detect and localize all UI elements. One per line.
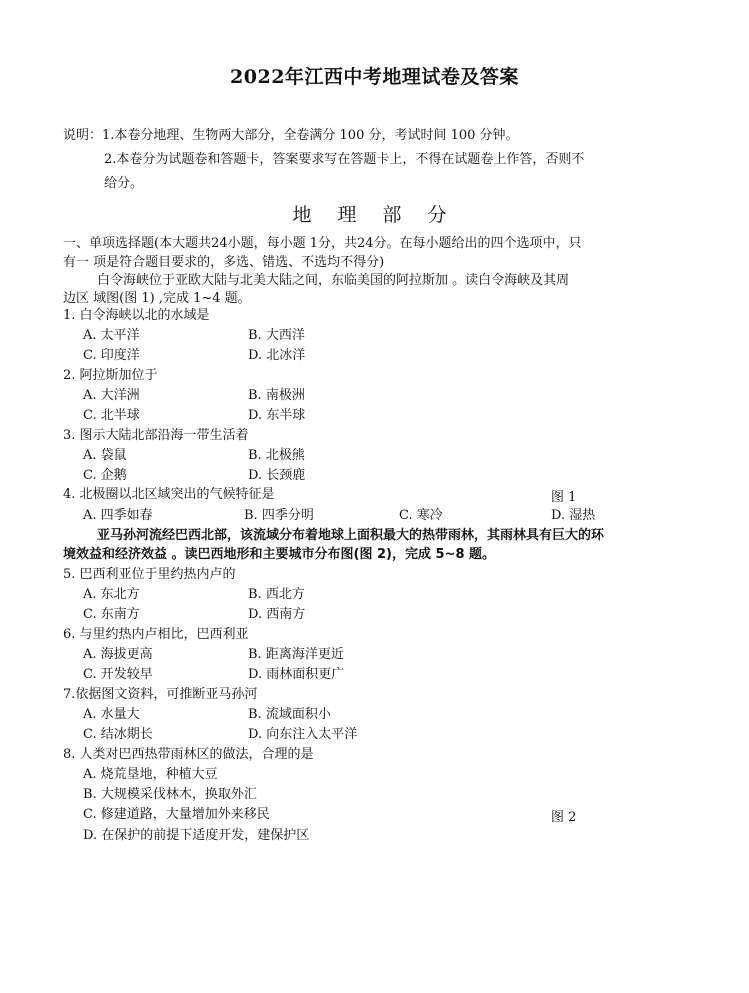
q2-option-c: C. 北半球	[83, 408, 140, 423]
q2-option-d: D. 东半球	[248, 408, 306, 423]
q1-option-a: A. 太平洋	[83, 328, 140, 343]
q6-option-c: C. 开发较早	[83, 667, 153, 682]
question-8: 8. 人类对巴西热带雨林区的做法，合理的是	[63, 747, 314, 762]
q5-option-a: A. 东北方	[83, 587, 140, 602]
document-title: 2022年江西中考地理试卷及答案	[230, 66, 519, 88]
question-5: 5. 巴西利亚位于里约热内卢的	[63, 567, 236, 582]
q5-option-c: C. 东南方	[83, 607, 140, 622]
q4-option-a: A. 四季如春	[83, 508, 153, 523]
q5-option-d: D. 西南方	[248, 607, 306, 622]
q4-option-d: D. 湿热	[551, 508, 596, 523]
q6-option-b: B. 距离海洋更近	[248, 647, 344, 662]
q3-option-a: A. 袋鼠	[83, 448, 127, 463]
q7-option-d: D. 向东注入太平洋	[248, 727, 358, 742]
q3-option-d: D. 长颈鹿	[248, 468, 306, 483]
q7-option-b: B. 流域面积小	[248, 707, 331, 722]
q8-option-b: B. 大规模采伐林木，换取外汇	[83, 787, 257, 802]
q7-option-a: A. 水量大	[83, 707, 140, 722]
q3-option-b: B. 北极熊	[248, 448, 305, 463]
figure-2-label: 图 2	[551, 810, 577, 825]
bering-intro-a: 白令海峡位于亚欧大陆与北美大陆之间，东临美国的阿拉斯加 。读白令海峡及其周	[97, 273, 570, 288]
question-7: 7.依据图文资料，可推断亚马孙河	[63, 687, 258, 702]
q8-option-a: A. 烧荒垦地，种植大豆	[83, 767, 218, 782]
q3-option-c: C. 企鹅	[83, 468, 127, 483]
question-6: 6. 与里约热内卢相比，巴西利亚	[63, 627, 249, 642]
q4-option-b: B. 四季分明	[244, 508, 314, 523]
section-title: 地 理 部 分	[292, 204, 457, 226]
q2-option-a: A. 大洋洲	[83, 388, 140, 403]
q8-option-c: C. 修建道路，大量增加外来移民	[83, 807, 270, 822]
amazon-intro-a: 亚马孙河流经巴西北部，该流域分布着地球上面积最大的热带雨林，其雨林具有巨大的环	[97, 528, 605, 543]
instruction-line-1: 说明：1.本卷分地理、生物两大部分，全卷满分 100 分，考试时间 100 分钟。	[63, 128, 519, 143]
q8-option-d: D. 在保护的前提下适度开发，建保护区	[83, 828, 310, 843]
q4-option-c: C. 寒冷	[399, 508, 443, 523]
q1-option-c: C. 印度洋	[83, 348, 140, 363]
figure-1-label: 图 1	[551, 490, 577, 505]
instruction-line-2a: 2.本卷分为试题卷和答题卡，答案要求写在答题卡上，不得在试题卷上作答，否则不	[104, 152, 585, 167]
q1-option-b: B. 大西洋	[248, 328, 305, 343]
q6-option-a: A. 海拔更高	[83, 647, 153, 662]
question-3: 3. 图示大陆北部沿海一带生活着	[63, 428, 249, 443]
q2-option-b: B. 南极洲	[248, 388, 305, 403]
amazon-intro-b: 境效益和经济效益 。读巴西地形和主要城市分布图(图 2)，完成 5~8 题。	[63, 547, 496, 562]
question-2: 2. 阿拉斯加位于	[63, 368, 158, 383]
q6-option-d: D. 雨林面积更广	[248, 667, 345, 682]
part1-heading-a: 一、单项选择题(本大题共24小题，每小题 1分，共24分。在每小题给出的四个选项中，只	[63, 236, 582, 251]
part1-heading-b: 有一 项是符合题目要求的，多选、错选、不选均不得分)	[63, 255, 385, 270]
q5-option-b: B. 西北方	[248, 587, 305, 602]
question-4: 4. 北极圈以北区域突出的气候特征是	[63, 487, 275, 502]
q7-option-c: C. 结冰期长	[83, 727, 153, 742]
bering-intro-b: 边区 域图(图 1) ,完成 1~4 题。	[63, 291, 251, 306]
instruction-line-2b: 给分。	[104, 176, 144, 191]
question-1: 1. 白令海峡以北的水域是	[63, 308, 210, 323]
q1-option-d: D. 北冰洋	[248, 348, 306, 363]
